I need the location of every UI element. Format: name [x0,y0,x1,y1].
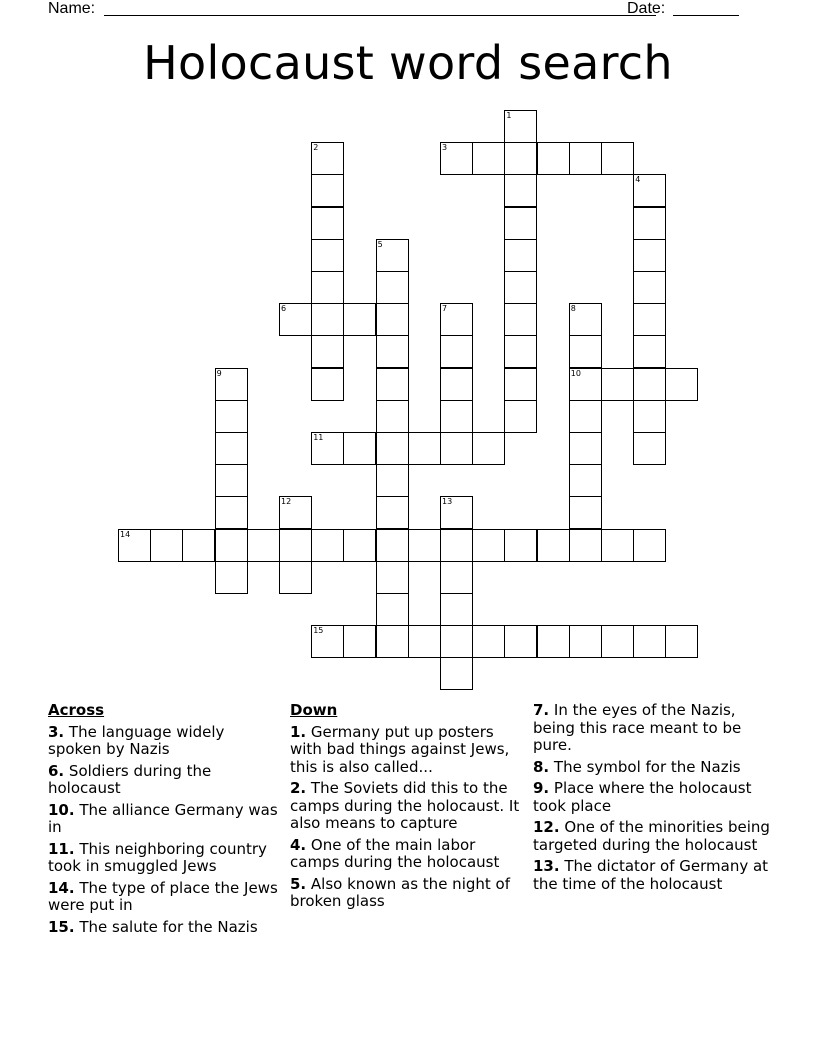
crossword-cell[interactable] [215,400,248,433]
clue [48,841,280,876]
crossword-cell[interactable] [215,368,248,401]
clue [48,880,280,915]
clue-number: 4. [290,835,307,854]
clue-text: The language widely spoken by Nazis [48,722,225,758]
crossword-cell[interactable] [376,271,409,304]
crossword-cell[interactable] [633,529,666,562]
crossword-cell[interactable] [504,174,537,207]
crossword-cell[interactable] [569,464,602,497]
clue [48,724,280,759]
cell-number: 9 [216,368,222,378]
clue [290,724,522,777]
crossword-cell[interactable] [247,529,280,562]
crossword-cell[interactable] [376,335,409,368]
crossword-cell[interactable] [343,432,376,465]
crossword-cell[interactable] [472,142,505,175]
crossword-cell[interactable] [343,303,376,336]
crossword-cell[interactable] [440,593,473,626]
clue-number: 7. [533,701,550,719]
clue-number: 13. [533,857,560,875]
clue-text: This neighboring country took in smuggled Jews [48,839,267,875]
cell-number: 4 [635,175,641,185]
clue [48,763,280,798]
crossword-cell[interactable] [504,335,537,368]
crossword-cell[interactable] [504,368,537,401]
crossword-cell[interactable] [376,239,409,272]
cell-number: 13 [442,497,453,507]
crossword-cell[interactable] [311,529,344,562]
clue [533,858,778,893]
crossword-cell[interactable] [504,303,537,336]
crossword-cell[interactable] [537,529,570,562]
crossword-cell[interactable] [343,625,376,658]
cell-number: 8 [570,304,576,314]
crossword-cell[interactable] [601,625,634,658]
crossword-cell[interactable] [376,368,409,401]
crossword-cell[interactable] [440,657,473,690]
crossword-cell[interactable] [440,561,473,594]
clue [48,802,280,837]
crossword-cell[interactable] [504,400,537,433]
crossword-cell[interactable] [408,625,441,658]
crossword-cell[interactable] [311,239,344,272]
clue-text: The dictator of Germany at the time of the holocaust [533,857,769,893]
clue-number: 10. [48,800,75,819]
clue-number: 1. [290,722,307,741]
cell-number: 15 [313,626,324,636]
crossword-cell[interactable] [633,432,666,465]
crossword-cell[interactable] [569,496,602,529]
crossword-cell[interactable] [504,529,537,562]
down-clues [290,702,522,915]
clue [533,780,778,815]
crossword-cell[interactable] [472,529,505,562]
crossword-cell[interactable] [601,368,634,401]
crossword-cell[interactable] [504,110,537,143]
crossword-cell[interactable] [633,239,666,272]
crossword-cell[interactable] [311,303,344,336]
clue-text: Also known as the night of broken glass [290,874,510,910]
cell-number: 12 [281,497,292,507]
crossword-cell[interactable] [440,335,473,368]
crossword-cell[interactable] [537,625,570,658]
crossword-cell[interactable] [279,303,312,336]
crossword-cell[interactable] [504,142,537,175]
name-label: Name: [48,0,96,17]
clue-text: The symbol for the Nazis [553,757,741,776]
crossword-cell[interactable] [440,400,473,433]
clue-number: 6. [48,761,65,780]
clue-number: 5. [290,874,307,893]
page-title: Holocaust word search [143,36,673,90]
crossword-cell[interactable] [408,529,441,562]
clue-text: The alliance Germany was in [48,800,278,836]
across-heading: Across [48,701,105,719]
clue [533,759,778,777]
crossword-cell[interactable] [343,529,376,562]
crossword-cell[interactable] [279,496,312,529]
crossword-cell[interactable] [440,368,473,401]
clue-number: 11. [48,839,75,858]
cell-number: 7 [442,304,448,314]
cell-number: 11 [313,433,324,442]
clue-number: 12. [533,818,560,836]
crossword-cell[interactable] [279,529,312,562]
clue-number: 9. [533,779,550,797]
crossword-cell[interactable] [150,529,183,562]
crossword-cell[interactable] [311,368,344,401]
cell-number: 2 [313,143,319,153]
cell-number: 14 [120,529,131,539]
down-heading: Down [290,701,338,719]
crossword-cell[interactable] [376,625,409,658]
crossword-cell[interactable] [504,625,537,658]
date-label: Date: [627,0,666,17]
crossword-cell[interactable] [376,432,409,465]
crossword-cell[interactable] [504,239,537,272]
clue-text: One of the minorities being targeted during the holocaust [533,818,770,854]
crossword-cell[interactable] [376,464,409,497]
crossword-cell[interactable] [376,561,409,594]
crossword-cell[interactable] [633,368,666,401]
down-clues-continued [533,702,778,897]
crossword-cell[interactable] [569,529,602,562]
crossword-cell[interactable] [311,335,344,368]
clue-number: 2. [290,779,307,797]
clue-number: 3. [48,722,65,741]
crossword-cell[interactable] [633,174,666,207]
crossword-cell[interactable] [569,335,602,368]
crossword-cell[interactable] [311,625,344,658]
crossword-cell[interactable] [215,432,248,465]
crossword-cell[interactable] [601,529,634,562]
crossword-cell[interactable] [215,561,248,594]
crossword-cell[interactable] [633,271,666,304]
cell-number: 10 [570,368,581,378]
crossword-cell[interactable] [376,593,409,626]
crossword-cell[interactable] [118,529,151,562]
crossword-cell[interactable] [472,625,505,658]
crossword-cell[interactable] [504,271,537,304]
clue-number: 15. [48,917,75,936]
crossword-cell[interactable] [440,142,473,175]
crossword-cell[interactable] [376,529,409,562]
clue-number: 8. [533,757,550,776]
crossword-cell[interactable] [408,432,441,465]
crossword-cell[interactable] [376,400,409,433]
crossword-cell[interactable] [504,207,537,240]
crossword-cell[interactable] [311,207,344,240]
cell-number: 5 [377,239,383,249]
crossword-cell[interactable] [440,432,473,465]
cell-number: 6 [281,304,287,314]
crossword-cell[interactable] [569,400,602,433]
crossword-cell[interactable] [376,303,409,336]
clue-text: In the eyes of the Nazis, being this race meant to be pure. [533,701,742,754]
crossword-cell[interactable] [633,625,666,658]
crossword-cell[interactable] [569,303,602,336]
crossword-cell[interactable] [215,496,248,529]
across-clues [48,702,280,940]
crossword-cell[interactable] [440,529,473,562]
clue [533,819,778,854]
clue-text: One of the main labor camps during the holocaust [290,835,500,871]
crossword-cell[interactable] [569,432,602,465]
clue-text: The type of place the Jews were put in [48,878,278,914]
clue-text: The Soviets did this to the camps during the holocaust. It also means to capture [290,779,520,832]
crossword-cell[interactable] [633,400,666,433]
crossword-cell[interactable] [665,368,698,401]
crossword-cell[interactable] [215,529,248,562]
clue-text: The salute for the Nazis [79,917,258,936]
clue-text: Soldiers during the holocaust [48,761,212,797]
cell-number: 1 [506,111,512,120]
crossword-cell[interactable] [633,335,666,368]
crossword-cell[interactable] [311,271,344,304]
crossword-cell[interactable] [601,142,634,175]
clue [290,837,522,872]
crossword-cell[interactable] [569,625,602,658]
crossword-cell[interactable] [311,174,344,207]
clue [48,919,280,937]
crossword-cell[interactable] [311,142,344,175]
crossword-cell[interactable] [215,464,248,497]
crossword-cell[interactable] [569,368,602,401]
clue-number: 14. [48,878,75,897]
crossword-cell[interactable] [440,303,473,336]
clue [533,702,778,755]
crossword-cell[interactable] [633,303,666,336]
clue [290,780,522,833]
crossword-cell[interactable] [182,529,215,562]
crossword-cell[interactable] [472,432,505,465]
crossword-cell[interactable] [440,625,473,658]
crossword-cell[interactable] [311,432,344,465]
crossword-cell[interactable] [376,496,409,529]
clue-text: Germany put up posters with bad things against Jews, this is also called... [290,722,510,776]
crossword-cell[interactable] [569,142,602,175]
crossword-cell[interactable] [665,625,698,658]
clue-text: Place where the holocaust took place [533,779,752,815]
crossword-cell[interactable] [279,561,312,594]
crossword-cell[interactable] [633,207,666,240]
cell-number: 3 [442,143,448,153]
crossword-cell[interactable] [537,142,570,175]
clue [290,876,522,911]
crossword-cell[interactable] [440,496,473,529]
